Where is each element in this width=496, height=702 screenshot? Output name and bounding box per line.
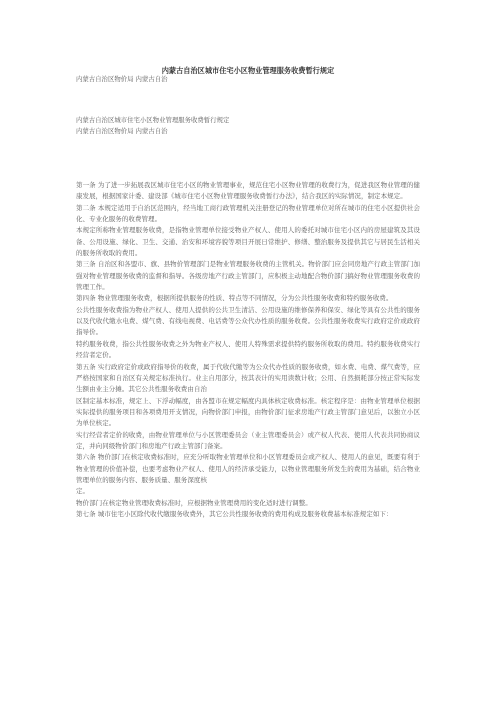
paragraph-article-6: 第六条 物价部门在核定收费标准时，应充分听取物业管理单位和小区管理委员会或产权人、使用人的意见，既要有利于物业管理的价值补偿，也要考虑物业产权人、使用人的经济承受能力，以物业管理服务所发生的费用为基础，结合物业管理单位的服务内容、服务质量、服务深度核 bbox=[76, 453, 420, 484]
paragraph-article-4: 第四条 物业管理服务收费，根据所提供服务的性质、特点等不同情况，分为公共性服务收费和特约服务收费。 bbox=[76, 294, 393, 303]
document-title: 内蒙古自治区城市住宅小区物业管理服务收费暂行规定 bbox=[161, 66, 335, 75]
repeat-title: 内蒙古自治区城市住宅小区物业管理服务收费暂行规定 bbox=[76, 116, 230, 124]
paragraph-public-service: 公共性服务收费指为物业产权人、使用人提供的公共卫生清洁、公用设施的维修保养和保安、绿化等具有公共性的服务以及代收代缴水电费、煤气费、有线电视费、电话费等公众代办性质的服务收费。公共性服务收费实行政府定价或政府指导价。 bbox=[76, 305, 420, 337]
paragraph-definition: 本规定所称物业管理服务收费，是指物业管理单位接受物业产权人、使用人的委托对城市住宅小区内的房屋建筑及其设备、公用设施、绿化、卫生、交通、治安和环境容貌等项目开展日常维护、修缮、整治服务及提供其它与居民生活相关的服务所收取的费用。 bbox=[76, 226, 420, 258]
paragraph-article-6-end: 定。 bbox=[76, 487, 90, 496]
paragraph-article-3: 第三条 自治区和各盟市、旗、县物价管理部门是物业管理服务收费的主管机关。物价部门应会同房地产行政主管部门加强对物业管理服务收费的监督和指导。各级房地产行政主管部门，应积极主动地配合物价部门搞好物业管理服务收费的管理工作。 bbox=[76, 260, 420, 292]
source-line: 内蒙古自治区物价局 内蒙古自治 bbox=[76, 75, 168, 83]
paragraph-article-5: 第五条 实行政府定价或政府指导价的收费，属于代收代缴等为公众代办性质的服务收费，如水费、电费、煤气费等，应严格按国家和自治区有关规定标准执行。业主自用部分，按其表计的实用读数计收；公用、自然损耗部分按正常实际发生额由业主分摊。其它公共性服务收费由自治 bbox=[76, 362, 420, 394]
paragraph-adjustment: 物价部门在核定物业管理收费标准时，应根据物业管理费用的变化适时进行调整。 bbox=[76, 498, 312, 507]
source-line-repeat: 内蒙古自治区物价局 内蒙古自治 bbox=[76, 127, 168, 135]
paragraph-article-2: 第二条 本规定适用于自治区范围内，经当地工商行政管理机关注册登记的物业管理单位对所在城市的住宅小区提供社会化、专业化服务的收费管理。 bbox=[76, 203, 420, 224]
document-body bbox=[76, 180, 420, 520]
paragraph-article-7: 第七条 城市住宅小区除代收代缴服务收费外，其它公共性服务收费的费用构成及服务收费基本标准规定如下： bbox=[76, 509, 393, 518]
paragraph-standard-setting: 区制定基本标准，规定上、下浮动幅度，由各盟市在规定幅度内具体核定收费标准。核定程序是：由物业管理单位根据实际提供的服务项目和各项费用开支情况，向物价部门申报，由物价部门征求房地产行政主管部门意见后，以独立小区为单位核定。 bbox=[76, 396, 420, 428]
paragraph-operator-pricing: 实行经营者定价的收费，由物业管理单位与小区管理委员会（业主管理委员会）或产权人代表、使用人代表共同协商议定，并向同级物价部门和房地产行政主管部门备案。 bbox=[76, 430, 420, 450]
paragraph-article-1: 第一条 为了进一步拓展我区城市住宅小区的物业管理事业，规范住宅小区物业管理的收费行为，促进我区物业管理的健康发展，根据国家计委、建设部《城市住宅小区物业管理服务收费暂行办法》，结合我区的实际情况，制定本规定。 bbox=[76, 181, 420, 201]
paragraph-special-service: 特约服务收费，指公共性服务收费之外为物业产权人、使用人特殊需求提供特约服务所收取的费用。特约服务收费实行经营者定价。 bbox=[76, 339, 420, 360]
